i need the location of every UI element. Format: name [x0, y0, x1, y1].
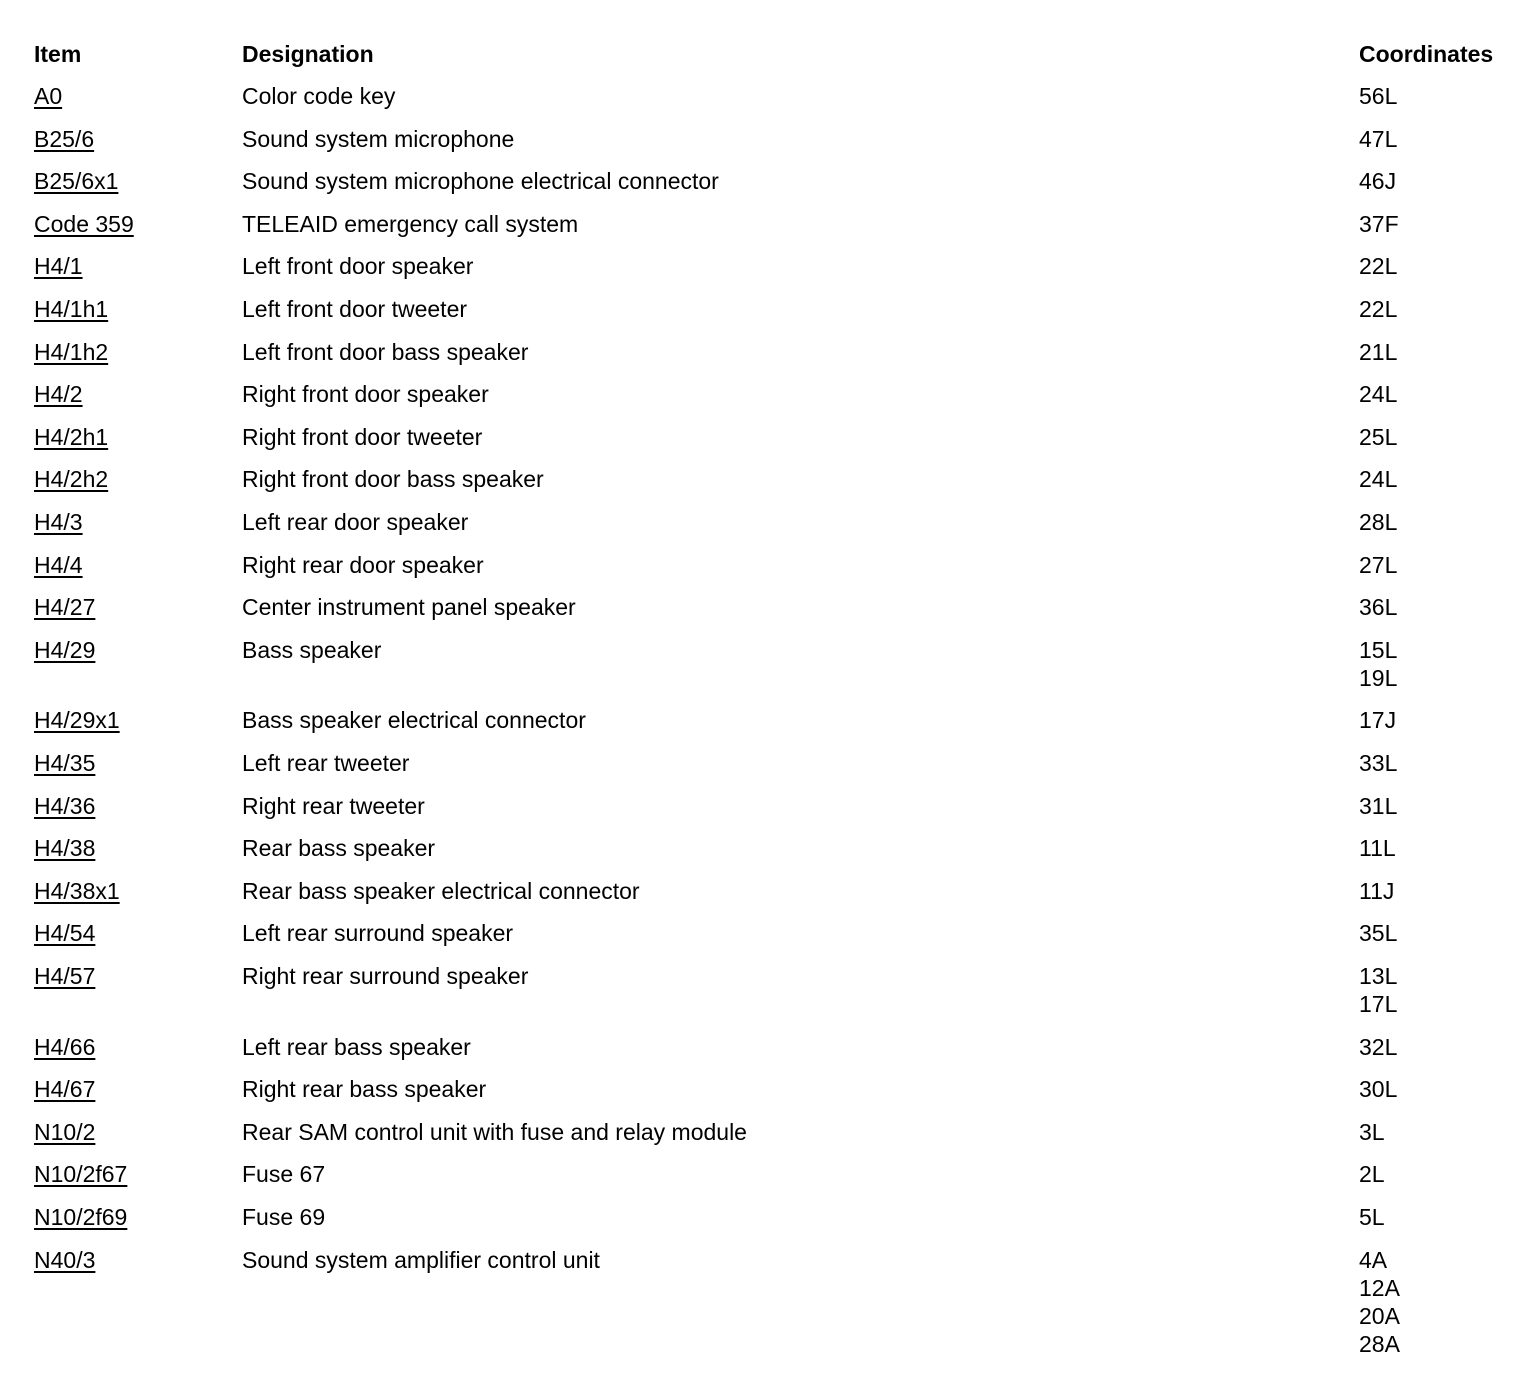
coordinates-cell [1359, 423, 1529, 451]
coordinate-value: 5L [1359, 1204, 1385, 1230]
item-cell [34, 1075, 234, 1103]
designation-cell: Sound system amplifier control unit [242, 1246, 600, 1273]
coordinate-value: 32L [1359, 1033, 1398, 1060]
coordinate-value: 30L [1359, 1076, 1398, 1103]
item-link[interactable]: H4/38x1 [34, 877, 120, 904]
designation-cell: Left front door speaker [242, 253, 474, 280]
item-link[interactable]: H4/29 [34, 636, 96, 663]
designation-cell: Right front door speaker [242, 381, 489, 408]
designation-cell: Center instrument panel speaker [242, 594, 576, 621]
item-link[interactable]: H4/2h1 [34, 423, 109, 450]
designation-cell: Sound system microphone [242, 125, 515, 152]
coordinate-value: 21L [1359, 338, 1398, 365]
coordinate-value: 24L [1359, 466, 1398, 493]
item-cell [34, 1033, 234, 1061]
coordinate-value: 46J [1359, 168, 1397, 195]
coordinate-value: 11L [1359, 835, 1396, 862]
item-cell [34, 1246, 234, 1274]
coordinate-value: 4A [1359, 1246, 1388, 1273]
item-cell [34, 1160, 234, 1188]
coordinate-value: 36L [1359, 594, 1398, 621]
designation-cell: Right rear door speaker [242, 551, 484, 578]
coordinate-value: 37F [1359, 210, 1399, 237]
item-link[interactable]: H4/54 [34, 920, 96, 947]
coordinate-value: 47L [1359, 125, 1398, 152]
coordinates-cell [1359, 636, 1529, 692]
coordinate-value: 31L [1359, 792, 1398, 819]
coordinate-value: 33L [1359, 750, 1398, 776]
coordinates-cell [1359, 338, 1529, 366]
item-cell [34, 508, 234, 536]
coordinate-value: 27L [1359, 551, 1398, 578]
designation-cell: Right front door bass speaker [242, 466, 544, 493]
item-cell [34, 1203, 234, 1231]
item-cell [34, 706, 234, 734]
item-cell [34, 636, 234, 664]
designation-cell: Fuse 69 [242, 1204, 326, 1230]
item-cell [34, 593, 234, 621]
item-link[interactable]: N10/2 [34, 1118, 96, 1145]
designation-cell: Left rear surround speaker [242, 920, 514, 947]
item-link[interactable]: B25/6x1 [34, 168, 119, 195]
coordinate-value: 25L [1359, 423, 1398, 450]
coordinates-cell [1359, 465, 1529, 493]
coordinates-cell [1359, 508, 1529, 536]
coordinates-cell [1359, 210, 1529, 238]
item-cell [34, 962, 234, 990]
item-link[interactable]: H4/3 [34, 509, 83, 535]
item-link[interactable]: N40/3 [34, 1246, 96, 1273]
coordinates-cell [1359, 962, 1529, 1018]
coordinate-value: 28A [1359, 1330, 1400, 1357]
item-cell [34, 919, 234, 947]
item-cell [34, 167, 234, 195]
item-cell [34, 338, 234, 366]
coordinates-cell [1359, 706, 1529, 734]
designation-cell: Left rear bass speaker [242, 1033, 471, 1060]
item-link[interactable]: N10/2f67 [34, 1161, 128, 1188]
item-link[interactable]: H4/4 [34, 551, 83, 578]
designation-cell: Right rear surround speaker [242, 963, 529, 989]
coordinates-cell [1359, 125, 1529, 153]
coordinates-cell [1359, 919, 1529, 947]
item-link[interactable]: H4/36 [34, 792, 96, 819]
item-cell [34, 749, 234, 777]
coordinates-cell [1359, 834, 1529, 862]
coordinate-value: 12A [1359, 1274, 1400, 1301]
item-cell [34, 1118, 234, 1146]
designation-cell: Left front door bass speaker [242, 338, 529, 365]
designation-cell: Right rear tweeter [242, 792, 425, 819]
coordinates-cell [1359, 82, 1529, 110]
item-cell [34, 82, 234, 110]
item-cell [34, 465, 234, 493]
item-link[interactable]: H4/67 [34, 1076, 96, 1103]
designation-cell: Left rear tweeter [242, 750, 410, 776]
header-designation: Designation [242, 41, 374, 67]
coordinates-cell [1359, 1246, 1529, 1358]
coordinates-cell [1359, 749, 1529, 777]
coordinate-value: 22L [1359, 296, 1398, 322]
item-link[interactable]: H4/57 [34, 963, 96, 989]
item-link[interactable]: H4/27 [34, 594, 96, 621]
coordinates-cell [1359, 593, 1529, 621]
coordinate-value: 15L [1359, 636, 1398, 663]
item-cell [34, 295, 234, 323]
coordinate-value: 13L [1359, 963, 1398, 989]
item-cell [34, 792, 234, 820]
item-link[interactable]: H4/66 [34, 1033, 96, 1060]
item-link[interactable]: Code 359 [34, 210, 134, 237]
item-cell [34, 210, 234, 238]
coordinate-value: 3L [1359, 1118, 1385, 1145]
coordinate-value: 56L [1359, 83, 1398, 109]
coordinate-value: 17J [1359, 707, 1397, 734]
designation-cell: Left rear door speaker [242, 509, 469, 535]
coordinates-cell [1359, 1033, 1529, 1061]
designation-cell: Rear SAM control unit with fuse and relay module [242, 1118, 747, 1145]
item-link[interactable]: H4/1h1 [34, 296, 109, 322]
coordinate-value: 19L [1359, 664, 1398, 691]
designation-cell: Rear bass speaker [242, 835, 436, 862]
item-link[interactable]: H4/2 [34, 381, 83, 408]
item-link[interactable]: H4/35 [34, 750, 96, 776]
coordinate-value: 20A [1359, 1302, 1400, 1329]
coordinates-cell [1359, 1160, 1529, 1188]
designation-cell: Left front door tweeter [242, 296, 468, 322]
designation-cell: Sound system microphone electrical connector [242, 168, 719, 195]
coordinates-cell [1359, 551, 1529, 579]
item-link[interactable]: H4/1 [34, 253, 83, 280]
item-link[interactable]: A0 [34, 83, 63, 109]
coordinate-value: 17L [1359, 991, 1398, 1017]
designation-cell: TELEAID emergency call system [242, 210, 579, 237]
item-link[interactable]: H4/1h2 [34, 338, 109, 365]
item-cell [34, 551, 234, 579]
coordinates-cell [1359, 877, 1529, 905]
coordinate-value: 24L [1359, 381, 1398, 408]
coordinate-value: 2L [1359, 1161, 1385, 1188]
item-cell [34, 877, 234, 905]
header-coordinates: Coordinates [1359, 41, 1494, 67]
designation-cell: Bass speaker electrical connector [242, 707, 586, 734]
coordinate-value: 11J [1359, 877, 1395, 904]
item-link[interactable]: H4/29x1 [34, 707, 120, 734]
designation-cell: Bass speaker [242, 636, 382, 663]
coordinates-cell [1359, 167, 1529, 195]
header-item: Item [34, 41, 82, 67]
designation-cell: Color code key [242, 83, 396, 109]
coordinate-value: 28L [1359, 509, 1398, 535]
coordinates-cell [1359, 792, 1529, 820]
item-link[interactable]: H4/38 [34, 835, 96, 862]
item-cell [34, 834, 234, 862]
designation-cell: Rear bass speaker electrical connector [242, 877, 640, 904]
coordinates-cell [1359, 1075, 1529, 1103]
designation-cell: Fuse 67 [242, 1161, 326, 1188]
coordinates-cell [1359, 380, 1529, 408]
coordinates-cell [1359, 252, 1529, 280]
designation-cell: Right front door tweeter [242, 423, 483, 450]
item-cell [34, 125, 234, 153]
designation-cell: Right rear bass speaker [242, 1076, 487, 1103]
coordinates-cell [1359, 295, 1529, 323]
item-cell [34, 423, 234, 451]
coordinate-value: 35L [1359, 920, 1398, 947]
item-cell [34, 380, 234, 408]
item-link[interactable]: H4/2h2 [34, 466, 109, 493]
item-cell [34, 252, 234, 280]
item-link[interactable]: B25/6 [34, 125, 95, 152]
coordinate-value: 22L [1359, 253, 1398, 280]
coordinates-cell [1359, 1118, 1529, 1146]
item-link[interactable]: N10/2f69 [34, 1204, 128, 1230]
coordinates-cell [1359, 1203, 1529, 1231]
